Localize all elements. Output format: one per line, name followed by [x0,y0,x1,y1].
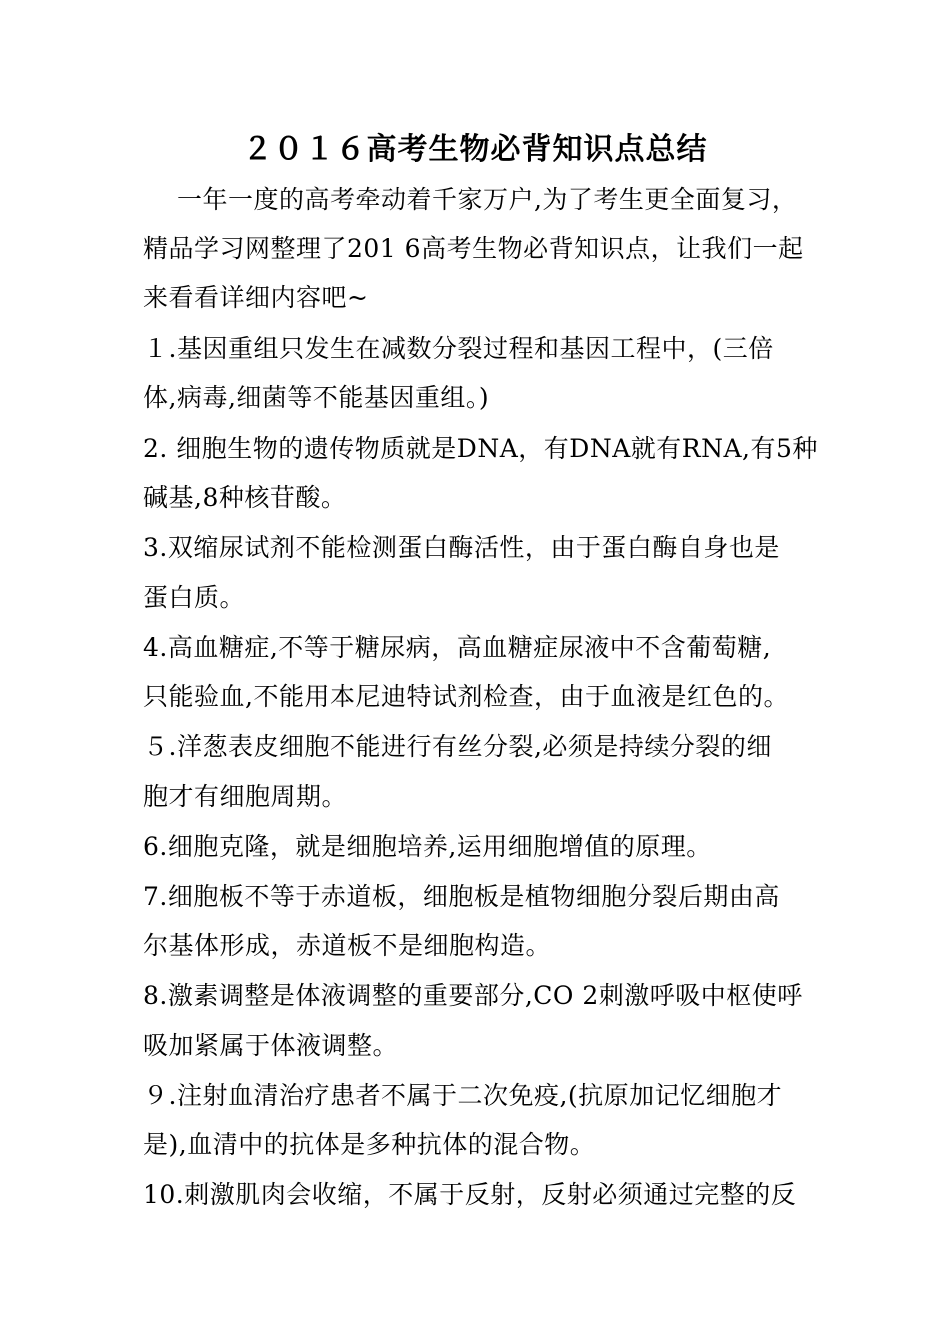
text-line: 吸加紧属于体液调整。 [143,1031,399,1060]
text-line: 6.细胞克隆，就是细胞培养,运用细胞增值的原理。 [143,832,712,861]
text-line: 只能验血,不能用本尼迪特试剂检查，由于血液是红色的。 [143,682,789,711]
text-line: 胞才有细胞周期。 [143,782,348,811]
text-line: 一年一度的高考牵动着千家万户,为了考生更全面复习， [143,185,798,214]
text-line: 是),血清中的抗体是多种抗体的混合物。 [143,1130,596,1159]
text-line: 3.双缩尿试剂不能检测蛋白酶活性，由于蛋白酶自身也是 [143,533,780,562]
text-line: 尔基体形成，赤道板不是细胞构造。 [143,931,552,960]
text-line: 来看看详细内容吧~ [143,283,369,312]
text-line: 蛋白质。 [143,583,246,612]
text-line: ９.注射血清治疗患者不属于二次免疫,(抗原加记忆细胞才 [143,1081,783,1110]
text-line: １.基因重组只发生在减数分裂过程和基因工程中，(三倍 [143,334,774,363]
text-line: ５.洋葱表皮细胞不能进行有丝分裂,必须是持续分裂的细 [143,732,772,761]
text-line: 7.细胞板不等于赤道板，细胞板是植物细胞分裂后期由高 [143,882,780,911]
text-line: 2. 细胞生物的遗传物质就是DNA，有DNA就有RNA,有5种 [143,434,818,463]
text-line: 体,病毒,细菌等不能基因重组。) [143,383,490,412]
text-line: 4.高血糖症,不等于糖尿病，高血糖症尿液中不含葡萄糖, [143,633,772,662]
text-line: 精品学习网整理了201 6高考生物必背知识点，让我们一起 [143,234,804,263]
document-title: ２０１６高考生物必背知识点总结 [242,132,708,167]
text-line: 碱基,8种核苷酸。 [143,483,347,512]
text-line: 10.刺激肌肉会收缩，不属于反射，反射必须通过完整的反 [143,1180,797,1209]
text-line: 8.激素调整是体液调整的重要部分,CO 2刺激呼吸中枢使呼 [143,981,803,1010]
